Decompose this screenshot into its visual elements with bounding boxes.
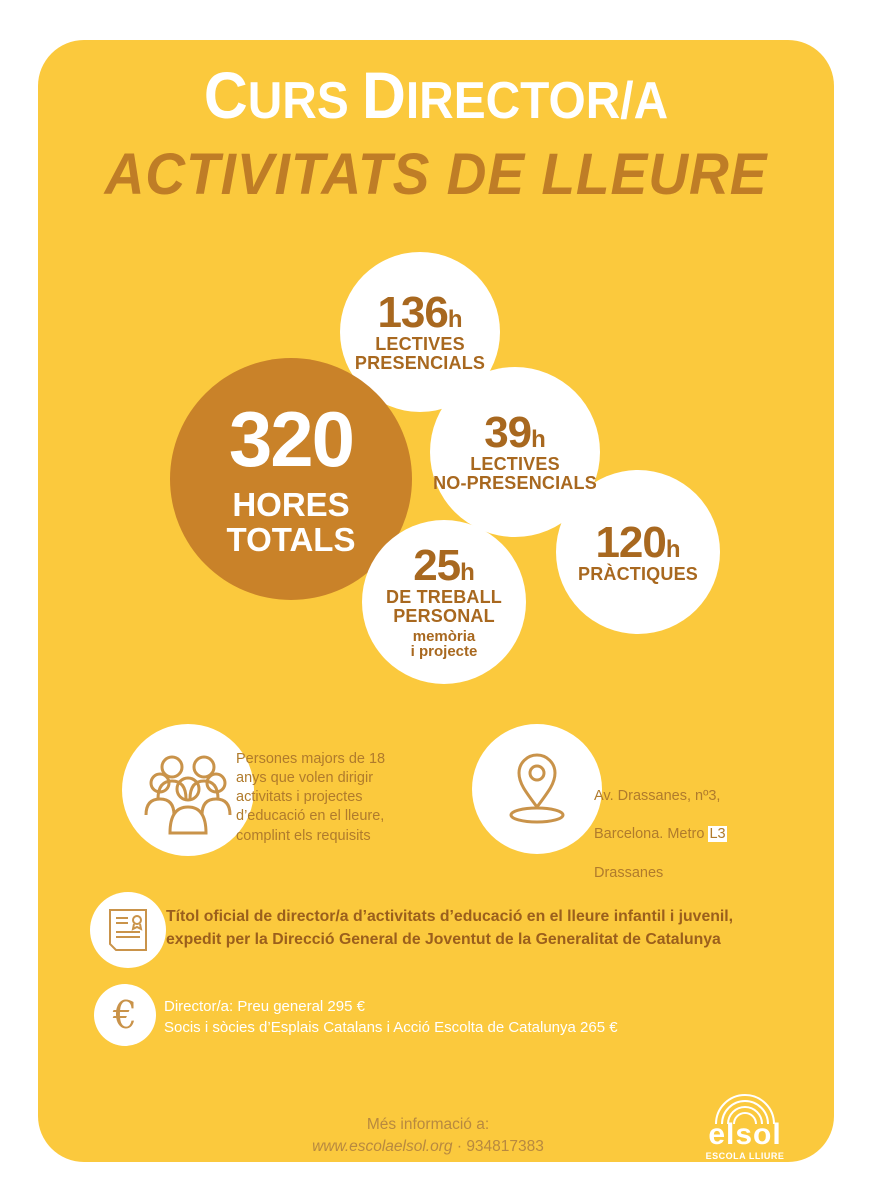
course-title: CURS DIRECTOR/A bbox=[203, 58, 669, 132]
hours-treball-circle: 25h DE TREBALL PERSONAL memòria i projecte bbox=[362, 520, 526, 684]
certificate-text: Títol oficial de director/a d’activitats d’educació en el lleure infantil i juvenil, expedit per la Direcció General de Joventut de la Generalitat de Catalunya bbox=[166, 908, 734, 948]
hours-practiques-circle: 120h PRÀCTIQUES bbox=[556, 470, 720, 634]
phone-number: 934817383 bbox=[466, 1138, 544, 1155]
location-text: Av. Drassanes, nº3, Barcelona. Metro L3 Drassanes bbox=[594, 788, 726, 881]
hours-total-circle: 320 HORES TOTALS bbox=[170, 358, 412, 600]
poster bbox=[38, 40, 834, 1162]
hours-no-presencials-circle: 39h LECTIVES NO-PRESENCIALS bbox=[430, 367, 600, 537]
more-info: Més informació a: www.escolaelsol.org · 934817383 bbox=[312, 1116, 544, 1155]
hours-presencials-circle: 136h LECTIVES PRESENCIALS bbox=[340, 252, 500, 412]
people-icon bbox=[122, 724, 254, 856]
elsol-logo: elsol ESCOLA LLIURE bbox=[700, 1090, 790, 1162]
location-pin-icon bbox=[472, 724, 602, 854]
euro-icon: € bbox=[94, 984, 156, 1046]
website-link[interactable]: www.escolaelsol.org bbox=[312, 1138, 453, 1155]
price-text: Director/a: Preu general 295 € Socis i sòcies d’Esplais Catalans i Acció Escolta de Catalunya 265 € bbox=[164, 998, 618, 1037]
certificate-icon bbox=[90, 892, 166, 968]
course-subtitle: ACTIVITATS DE LLEURE bbox=[104, 142, 768, 207]
audience-text: Persones majors de 18 anys que volen dirigir activitats i projectes d’educació en el lleure, complint els requisits bbox=[236, 751, 386, 844]
